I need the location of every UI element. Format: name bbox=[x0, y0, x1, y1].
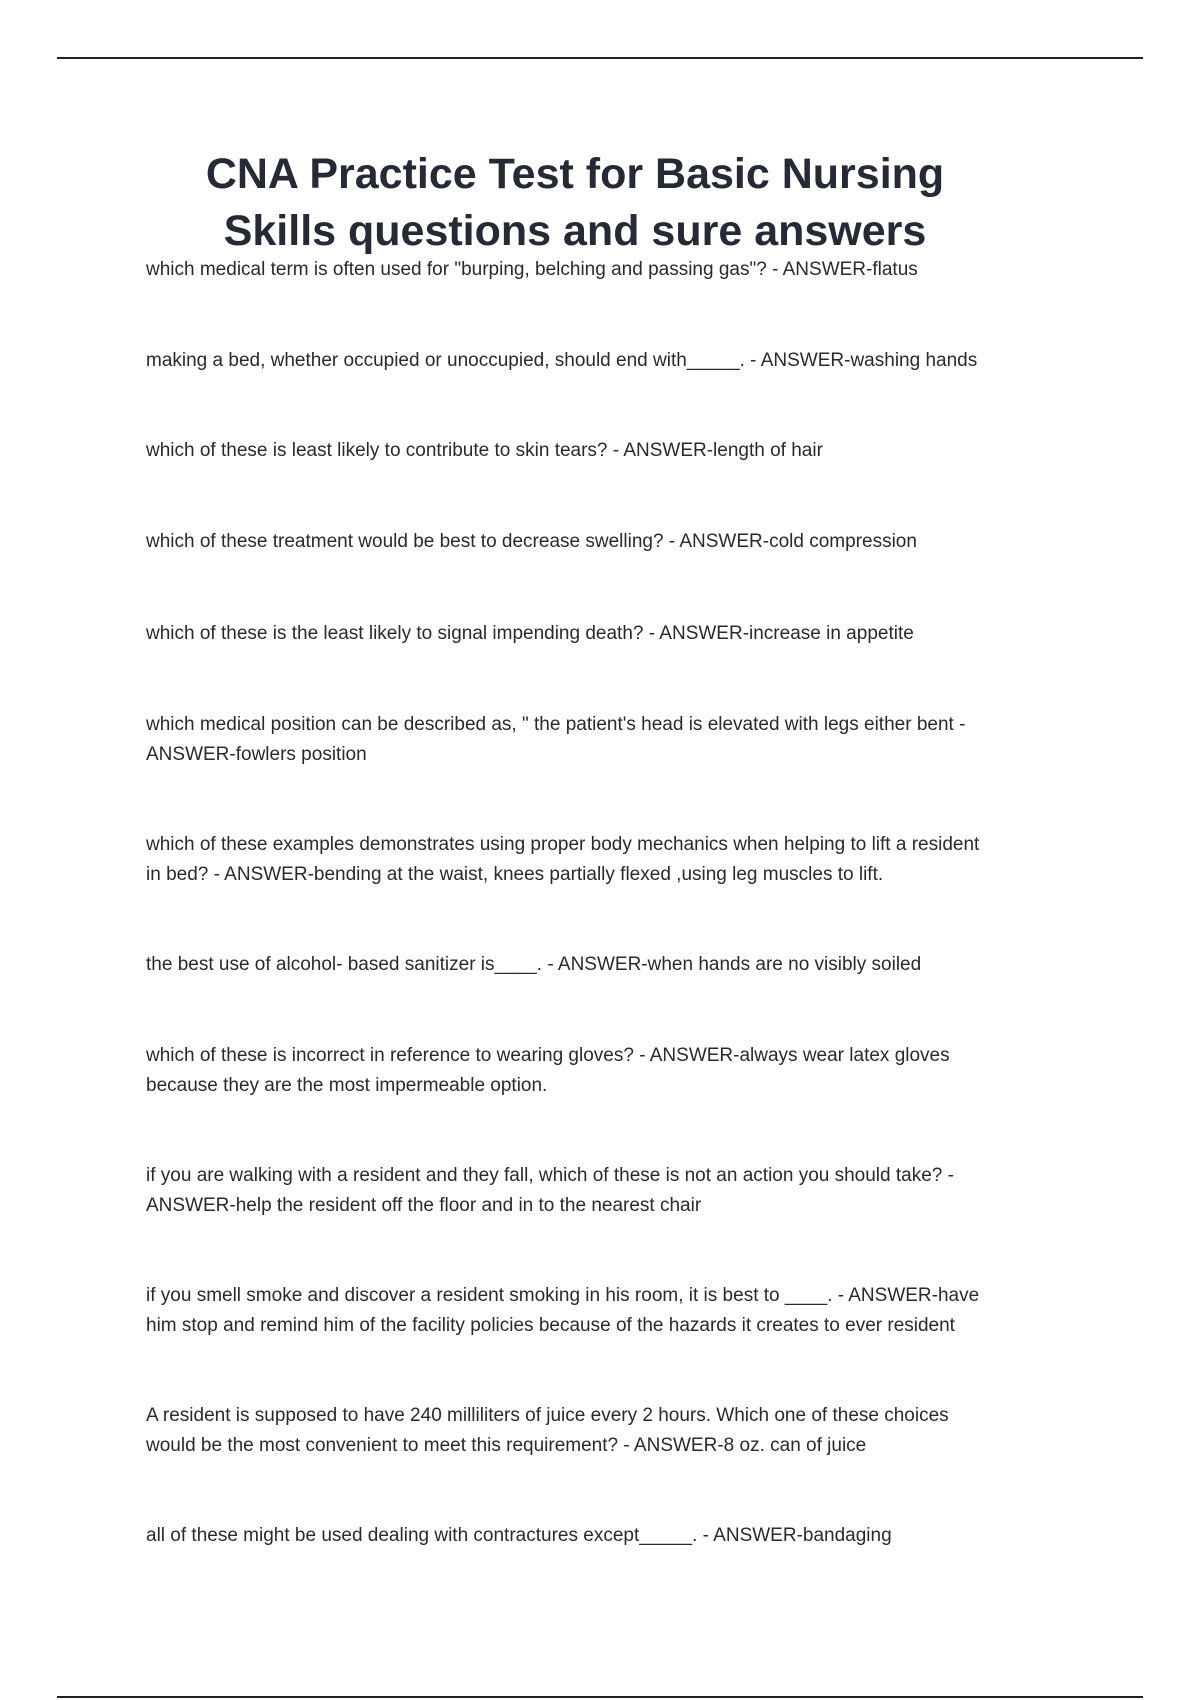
page-title bbox=[0, 146, 1150, 260]
qa-item-5 bbox=[146, 619, 914, 649]
qa-line: all of these might be used dealing with contractures except_____. - ANSWER-bandaging bbox=[146, 1525, 892, 1546]
qa-item-11 bbox=[146, 1281, 979, 1341]
qa-line: ANSWER-fowlers position bbox=[146, 744, 367, 765]
qa-line: making a bed, whether occupied or unoccupied, should end with_____. - ANSWER-washing hands bbox=[146, 350, 978, 371]
qa-line: him stop and remind him of the facility policies because of the hazards it creates to ever resident bbox=[146, 1315, 955, 1336]
qa-item-7 bbox=[146, 830, 979, 890]
qa-item-8 bbox=[146, 950, 921, 980]
qa-line: in bed? - ANSWER-bending at the waist, knees partially flexed ,using leg muscles to lift. bbox=[146, 864, 884, 885]
qa-line: which medical term is often used for "burping, belching and passing gas"? - ANSWER-flatus bbox=[146, 259, 918, 280]
qa-line: the best use of alcohol- based sanitizer is____. - ANSWER-when hands are no visibly soiled bbox=[146, 954, 922, 975]
qa-item-10 bbox=[146, 1161, 954, 1221]
qa-line: if you smell smoke and discover a resident smoking in his room, it is best to ____. - ANSWER-have bbox=[146, 1285, 980, 1306]
qa-item-3 bbox=[146, 436, 823, 466]
qa-item-4 bbox=[146, 527, 917, 557]
qa-line: which medical position can be described as, " the patient's head is elevated with legs either bent - bbox=[146, 714, 966, 735]
bottom-rule bbox=[57, 1696, 1143, 1698]
title-line-2: Skills questions and sure answers bbox=[223, 207, 927, 255]
qa-line: if you are walking with a resident and they fall, which of these is not an action you should take? - bbox=[146, 1165, 954, 1186]
qa-item-2 bbox=[146, 346, 977, 376]
qa-line: would be the most convenient to meet this requirement? - ANSWER-8 oz. can of juice bbox=[146, 1435, 867, 1456]
qa-item-13 bbox=[146, 1521, 892, 1551]
qa-line: which of these is least likely to contribute to skin tears? - ANSWER-length of hair bbox=[146, 440, 823, 461]
qa-line: which of these examples demonstrates using proper body mechanics when helping to lift a resident bbox=[146, 834, 980, 855]
qa-line: which of these treatment would be best to decrease swelling? - ANSWER-cold compression bbox=[146, 531, 917, 552]
qa-line: which of these is incorrect in reference to wearing gloves? - ANSWER-always wear latex gloves bbox=[146, 1045, 950, 1066]
title-line-1: CNA Practice Test for Basic Nursing bbox=[205, 150, 945, 198]
top-rule bbox=[57, 57, 1143, 59]
qa-line: because they are the most impermeable option. bbox=[146, 1075, 548, 1096]
qa-item-1 bbox=[146, 255, 918, 285]
qa-line: ANSWER-help the resident off the floor and in to the nearest chair bbox=[146, 1195, 702, 1216]
qa-item-12 bbox=[146, 1401, 949, 1461]
qa-line: A resident is supposed to have 240 milliliters of juice every 2 hours. Which one of these choices bbox=[146, 1405, 949, 1426]
qa-item-6 bbox=[146, 710, 965, 770]
qa-line: which of these is the least likely to signal impending death? - ANSWER-increase in appetite bbox=[146, 623, 914, 644]
qa-item-9 bbox=[146, 1041, 950, 1101]
